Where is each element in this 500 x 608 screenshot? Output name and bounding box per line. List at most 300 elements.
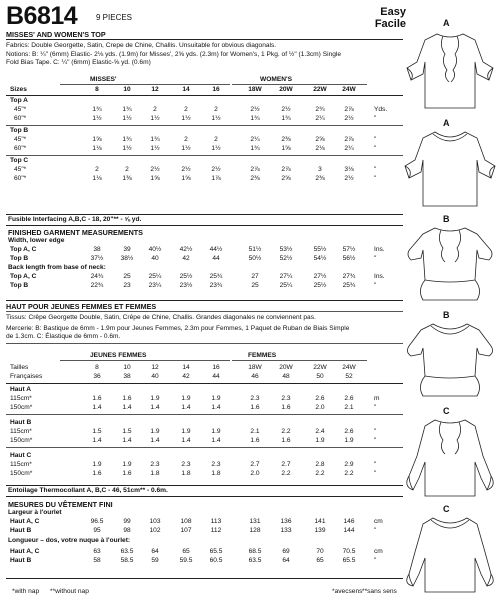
taille-cell: 10 — [123, 364, 131, 371]
metrage-row-cell: 1.4 — [150, 437, 160, 444]
width-row-cell: 54½ — [313, 255, 327, 262]
sans-sens-note: **sans sens — [362, 588, 397, 595]
largeur-row-cell: 136 — [280, 518, 292, 525]
longueur-row-cell: 63.5 — [248, 557, 262, 564]
metrage-row-cell: 1.4 — [150, 404, 160, 411]
width-row-cell: 52½ — [279, 255, 293, 262]
metrage-row-cell: 1.6 — [281, 404, 291, 411]
view-c-round-sketch — [403, 504, 497, 598]
largeur-row-unit: cm — [374, 518, 383, 525]
yardage-row-cell: 1½ — [150, 145, 160, 152]
metrage-row-cell: 1.6 — [92, 395, 102, 402]
longueur-label: Longueur – dos, votre nuque à l'ourlet: — [8, 537, 131, 544]
size-cell: 22W — [313, 86, 327, 93]
yardage-row-cell: 2⅛ — [315, 145, 325, 152]
metrage-row-unit: " — [374, 461, 377, 468]
yardage-row-cell: 2 — [125, 166, 129, 173]
francaises-label: Françaises — [10, 373, 43, 380]
yardage-row-cell: 1⅝ — [181, 175, 191, 182]
width-row-cell: 38 — [93, 246, 101, 253]
size-cell: 20W — [279, 86, 293, 93]
womens-label: WOMEN'S — [260, 76, 292, 83]
yardage-row-cell: 1⅝ — [92, 136, 102, 143]
tailles-label: Tailles — [10, 364, 29, 371]
yardage-view-label: Top A — [10, 97, 28, 104]
metrage-row-cell: 1.4 — [181, 404, 191, 411]
yardage-width-label: 60"* — [14, 145, 27, 152]
metrage-view-label: Haut C — [10, 452, 32, 459]
width-row-label: Top B — [10, 255, 29, 262]
back-row-cell: 24¾ — [90, 273, 104, 280]
largeur-row-cell: 141 — [314, 518, 326, 525]
metrage-row-cell: 2.2 — [281, 470, 291, 477]
pieces-count: 9 PIECES — [96, 13, 133, 22]
yardage-row-cell: 2⅜ — [281, 136, 291, 143]
longueur-row-cell: 65.5 — [209, 548, 223, 555]
yardage-width-label: 45"* — [14, 166, 27, 173]
back-row-cell: 23½ — [179, 282, 193, 289]
largeur-row-cell: 133 — [280, 527, 292, 534]
metrage-row-cell: 1.8 — [150, 470, 160, 477]
metrage-row-unit: m — [374, 395, 380, 402]
largeur-row-label: Haut A, C — [10, 518, 40, 525]
yardage-row-cell: 2½ — [211, 166, 221, 173]
without-nap-note: **without nap — [50, 588, 89, 595]
width-row-cell: 53½ — [279, 246, 293, 253]
yardage-row-cell: 2 — [214, 136, 218, 143]
yardage-row-cell: 2⅞ — [344, 106, 354, 113]
yardage-row-unit: " — [374, 136, 377, 143]
width-row-unit: " — [374, 255, 377, 262]
yardage-row-cell: 2⅞ — [250, 166, 260, 173]
metrage-row-cell: 2.3 — [281, 395, 291, 402]
metrage-row-cell: 1.6 — [250, 437, 260, 444]
metrage-divider — [6, 414, 403, 415]
size-cell: 12 — [151, 86, 159, 93]
metrage-row-cell: 2.8 — [315, 461, 325, 468]
yardage-row-cell: 2 — [184, 136, 188, 143]
largeur-row-cell: 128 — [249, 527, 261, 534]
metrage-width-label: 115cm* — [10, 428, 32, 435]
francaise-cell: 44 — [212, 373, 220, 380]
yardage-width-label: 60"* — [14, 115, 27, 122]
metrage-row-cell: 1.8 — [211, 470, 221, 477]
largeur-row-cell: 144 — [343, 527, 355, 534]
yardage-row-cell: 2½ — [250, 106, 260, 113]
sizes-label: Sizes — [10, 86, 27, 93]
top-b-round-icon — [403, 310, 497, 405]
longueur-row-cell: 69 — [282, 548, 290, 555]
metrage-row-cell: 1.4 — [211, 437, 221, 444]
fr-title: HAUT POUR JEUNES FEMMES ET FEMMES — [6, 302, 157, 311]
metrage-row-cell: 1.9 — [150, 395, 160, 402]
metrage-width-label: 150cm* — [10, 470, 33, 477]
with-nap-note: *with nap — [12, 588, 40, 595]
yardage-row-cell: 1¾ — [150, 136, 160, 143]
top-b-ruffle-icon — [403, 214, 497, 309]
size-cell: 14 — [182, 86, 190, 93]
metrage-row-cell: 2.6 — [344, 428, 354, 435]
metrage-row-cell: 1.9 — [211, 428, 221, 435]
yardage-divider — [6, 155, 403, 156]
size-cell: 18W — [248, 86, 262, 93]
fr-mercerie-rule — [6, 343, 403, 344]
longueur-row-unit: " — [374, 557, 377, 564]
back-row-cell: 25 — [123, 273, 131, 280]
back-row-cell: 25¾ — [209, 273, 223, 280]
back-row-cell: 23¾ — [209, 282, 223, 289]
back-row-cell: 23 — [123, 282, 131, 289]
width-row-label: Top A, C — [10, 246, 37, 253]
back-row-cell: 25¼ — [148, 273, 162, 280]
metrage-row-cell: 1.6 — [122, 395, 132, 402]
width-row-cell: 40½ — [148, 246, 162, 253]
metrage-row-cell: 2.3 — [211, 461, 221, 468]
jeunes-label: JEUNES FEMMES — [90, 352, 147, 359]
difficulty-label — [375, 6, 406, 30]
back-row-unit: " — [374, 282, 377, 289]
largeur-row-cell: 95 — [93, 527, 101, 534]
width-row-cell: 44½ — [209, 246, 223, 253]
view-a-front-sketch — [403, 18, 497, 116]
view-c-ruffle-sketch — [403, 406, 497, 502]
width-row-cell: 39 — [123, 246, 131, 253]
yardage-row-cell: 2 — [153, 106, 157, 113]
sizes-rule — [6, 95, 403, 96]
taille-cell: 18W — [248, 364, 262, 371]
yardage-row-cell: 2¼ — [315, 115, 325, 122]
taille-cell: 14 — [182, 364, 190, 371]
longueur-row-cell: 59.5 — [179, 557, 193, 564]
metrage-row-cell: 1.9 — [181, 428, 191, 435]
yardage-row-cell: 2⅜ — [250, 175, 260, 182]
pattern-number: B6814 — [6, 2, 78, 30]
metrage-row-unit: " — [374, 437, 377, 444]
largeur-row-unit: " — [374, 527, 377, 534]
difficulty-fr: Facile — [374, 18, 406, 30]
metrage-row-cell: 1.6 — [122, 470, 132, 477]
back-row-cell: 25¾ — [342, 282, 356, 289]
yardage-row-cell: 2¼ — [344, 145, 354, 152]
largeur-row-cell: 103 — [149, 518, 161, 525]
taille-cell: 8 — [95, 364, 99, 371]
mesures-title: MESURES DU VÊTEMENT FINI — [8, 500, 113, 509]
entoilage-rule — [6, 485, 403, 486]
width-row-cell: 40 — [151, 255, 159, 262]
largeur-row-cell: 146 — [343, 518, 355, 525]
top-a-alt-icon — [403, 118, 497, 213]
metrage-row-cell: 2.1 — [250, 428, 260, 435]
finished-title: FINISHED GARMENT MEASUREMENTS — [8, 228, 143, 237]
taille-cell: 20W — [279, 364, 293, 371]
fabrics-text: Fabrics: Double Georgette, Satin, Crepe de Chine, Challis. Unsuitable for obvious diagonals. — [6, 42, 277, 49]
misses-label: MISSES' — [90, 76, 117, 83]
figure-letter: A — [443, 118, 450, 128]
size-cell: 16 — [212, 86, 220, 93]
metrage-row-cell: 1.6 — [281, 437, 291, 444]
metrage-row-cell: 1.4 — [122, 437, 132, 444]
yardage-row-cell: 1½ — [122, 145, 132, 152]
yardage-row-cell: 2½ — [281, 106, 291, 113]
largeur-row-cell: 113 — [210, 518, 222, 525]
francaise-cell: 50 — [316, 373, 324, 380]
longueur-row-cell: 70 — [316, 548, 324, 555]
metrage-row-unit: " — [374, 404, 377, 411]
width-row-cell: 42 — [182, 255, 190, 262]
width-row-cell: 55½ — [313, 246, 327, 253]
metrage-row-cell: 1.9 — [122, 461, 132, 468]
longueur-row-label: Haut A, C — [10, 548, 40, 555]
size-cell: 24W — [342, 86, 356, 93]
taille-cell: 22W — [313, 364, 327, 371]
figure-letter: C — [443, 406, 450, 416]
largeur-row-cell: 107 — [180, 527, 192, 534]
yardage-row-cell: 3 — [318, 166, 322, 173]
metrage-row-cell: 1.9 — [211, 395, 221, 402]
top-c-ruffle-icon — [403, 406, 497, 502]
yardage-divider — [6, 125, 403, 126]
metrage-row-cell: 2.3 — [150, 461, 160, 468]
longueur-row-cell: 58.5 — [120, 557, 134, 564]
metrage-row-cell: 1.9 — [181, 395, 191, 402]
yardage-row-unit: " — [374, 175, 377, 182]
yardage-row-unit: " — [374, 166, 377, 173]
taille-cell: 24W — [342, 364, 356, 371]
longueur-row-cell: 63 — [93, 548, 101, 555]
entoilage-rule-bottom — [6, 496, 403, 497]
figure-letter: A — [443, 18, 450, 28]
width-row-cell: 51½ — [248, 246, 262, 253]
yardage-row-cell: 2 — [95, 166, 99, 173]
garment-illustrations — [403, 18, 497, 598]
taille-cell: 16 — [212, 364, 220, 371]
metrage-row-unit: " — [374, 428, 377, 435]
largeur-row-cell: 102 — [149, 527, 161, 534]
metrage-row-cell: 2.6 — [344, 395, 354, 402]
back-row-cell: 25¼ — [279, 282, 293, 289]
interfacing-text: Fusible Interfacing A,B,C - 18, 20"** - ⅝ yd. — [8, 216, 142, 223]
fr-tissus: Tissus: Crêpe Georgette Double, Satin, Crêpe de Chine, Challis. Grandes diagonales ne conviennent pas. — [6, 314, 316, 321]
yardage-row-cell: 1¾ — [250, 115, 260, 122]
metrage-row-unit: " — [374, 470, 377, 477]
metrage-row-cell: 1.4 — [92, 404, 102, 411]
largeur-row-cell: 131 — [249, 518, 261, 525]
metrage-row-cell: 2.7 — [281, 461, 291, 468]
yardage-row-cell: 2½ — [181, 166, 191, 173]
interfacing-rule — [6, 214, 403, 215]
metrage-row-cell: 1.9 — [315, 437, 325, 444]
francaise-cell: 36 — [93, 373, 101, 380]
longueur-row-unit: cm — [374, 548, 383, 555]
width-row-unit: Ins. — [374, 246, 385, 253]
largeur-row-cell: 96.5 — [90, 518, 104, 525]
womens-underline — [232, 84, 367, 85]
largeur-row-cell: 108 — [180, 518, 192, 525]
longueur-row-cell: 65 — [182, 548, 190, 555]
figure-letter: B — [443, 214, 450, 224]
metrage-row-cell: 1.5 — [92, 428, 102, 435]
entoilage-text: Entoilage Thermocollant A, B,C - 46, 51cm** - 0.6m. — [8, 487, 168, 494]
notions-line-2: Fold Bias Tape. C: ¼" (6mm) Elastic-⅝ yd. (0.6m) — [6, 59, 151, 66]
top-a-front-icon — [403, 18, 497, 116]
metrage-row-cell: 2.7 — [250, 461, 260, 468]
width-row-cell: 44 — [212, 255, 220, 262]
metrage-row-cell: 1.9 — [150, 428, 160, 435]
longueur-row-cell: 59 — [151, 557, 159, 564]
back-row-cell: 23¼ — [148, 282, 162, 289]
francaise-cell: 42 — [182, 373, 190, 380]
avecsens-note: *avecsens — [332, 588, 363, 595]
yardage-view-label: Top C — [10, 157, 29, 164]
metrage-row-cell: 1.9 — [344, 437, 354, 444]
back-row-cell: 27½ — [313, 273, 327, 280]
yardage-row-cell: 2½ — [344, 115, 354, 122]
back-row-cell: 25½ — [179, 273, 193, 280]
yardage-row-cell: 1½ — [181, 145, 191, 152]
metrage-row-cell: 2.0 — [315, 404, 325, 411]
longueur-row-cell: 60.5 — [209, 557, 223, 564]
fr-mercerie-2: de 1.3cm. C: Élastique de 6mm - 0.6m. — [6, 333, 121, 340]
francaise-cell: 38 — [123, 373, 131, 380]
fr-title-rule — [6, 311, 403, 312]
yardage-row-cell: 1¾ — [92, 106, 102, 113]
metrage-view-label: Haut A — [10, 386, 32, 393]
longueur-row-cell: 64 — [151, 548, 159, 555]
metrage-row-cell: 2.2 — [281, 428, 291, 435]
metrage-row-cell: 2.2 — [315, 470, 325, 477]
yardage-width-label: 60"* — [14, 175, 27, 182]
metrage-row-cell: 1.8 — [181, 470, 191, 477]
yardage-row-cell: 1⅞ — [211, 175, 221, 182]
size-cell: 10 — [123, 86, 131, 93]
interfacing-rule-bottom — [6, 225, 403, 226]
longueur-row-cell: 68.5 — [248, 548, 262, 555]
back-row-cell: 22¾ — [90, 282, 104, 289]
metrage-row-cell: 2.3 — [181, 461, 191, 468]
largeur-label: Largeur à l'ourlet — [8, 509, 62, 516]
metrage-row-cell: 1.6 — [250, 404, 260, 411]
taille-cell: 12 — [151, 364, 159, 371]
largeur-row-cell: 139 — [314, 527, 326, 534]
largeur-row-cell: 112 — [210, 527, 222, 534]
metrage-row-cell: 2.2 — [344, 470, 354, 477]
yardage-row-cell: 2⅞ — [344, 136, 354, 143]
francaise-cell: 46 — [251, 373, 259, 380]
yardage-row-cell: 1¾ — [281, 115, 291, 122]
yardage-row-cell: 1½ — [211, 115, 221, 122]
yardage-row-cell: 2⅝ — [281, 175, 291, 182]
view-b-round-sketch — [403, 310, 497, 405]
view-b-ruffle-sketch — [403, 214, 497, 309]
yardage-row-cell: 2¼ — [250, 136, 260, 143]
width-row-cell: 50½ — [248, 255, 262, 262]
yardage-width-label: 45"* — [14, 106, 27, 113]
metrage-width-label: 115cm* — [10, 461, 32, 468]
figure-letter: C — [443, 504, 450, 514]
yardage-row-cell: 2½ — [344, 175, 354, 182]
yardage-row-cell: 2 — [184, 106, 188, 113]
width-row-cell: 42½ — [179, 246, 193, 253]
yardage-row-cell: 2¾ — [315, 106, 325, 113]
back-row-label: Top B — [10, 282, 29, 289]
yardage-row-cell: 1½ — [92, 115, 102, 122]
longueur-row-cell: 58 — [93, 557, 101, 564]
yardage-row-cell: 2⅜ — [315, 175, 325, 182]
yardage-row-cell: 1½ — [211, 145, 221, 152]
back-length-label: Back length from base of neck: — [8, 264, 106, 271]
largeur-row-label: Haut B — [10, 527, 32, 534]
yardage-row-cell: 2⅞ — [281, 166, 291, 173]
back-row-label: Top A, C — [10, 273, 37, 280]
yardage-row-unit: " — [374, 145, 377, 152]
metrage-width-label: 150cm* — [10, 437, 33, 444]
metrage-row-cell: 1.4 — [181, 437, 191, 444]
femmes-label: FEMMES — [248, 352, 277, 359]
yardage-row-cell: 1¾ — [122, 136, 132, 143]
metrage-view-label: Haut B — [10, 419, 32, 426]
metrage-width-label: 150cm* — [10, 404, 33, 411]
back-row-cell: 27 — [251, 273, 259, 280]
top-c-round-icon — [403, 504, 497, 598]
view-a-alt-sketch — [403, 118, 497, 213]
metrage-row-cell: 1.6 — [92, 470, 102, 477]
longueur-row-cell: 63.5 — [120, 548, 134, 555]
yardage-row-unit: Yds. — [374, 106, 388, 113]
width-row-cell: 38½ — [120, 255, 134, 262]
tailles-rule — [6, 383, 403, 384]
yardage-row-unit: " — [374, 115, 377, 122]
largeur-row-cell: 99 — [123, 518, 131, 525]
yardage-row-cell: 2 — [214, 106, 218, 113]
width-row-cell: 56½ — [342, 255, 356, 262]
size-cell: 8 — [95, 86, 99, 93]
yardage-row-cell: 1⅛ — [92, 175, 102, 182]
longueur-row-cell: 65.5 — [342, 557, 356, 564]
metrage-row-cell: 1.5 — [122, 428, 132, 435]
header-rule — [6, 39, 403, 40]
yardage-row-cell: 1⅛ — [92, 145, 102, 152]
difficulty-en: Easy — [380, 6, 406, 18]
metrage-divider — [6, 447, 403, 448]
metrage-row-cell: 2.9 — [344, 461, 354, 468]
footer-rule — [6, 578, 403, 579]
yardage-row-cell: 1⅝ — [281, 145, 291, 152]
metrage-row-cell: 2.4 — [315, 428, 325, 435]
francaise-cell: 48 — [282, 373, 290, 380]
yardage-row-cell: 3⅛ — [344, 166, 354, 173]
yardage-row-cell: 2½ — [150, 166, 160, 173]
francaise-cell: 52 — [345, 373, 353, 380]
longueur-row-cell: 64 — [282, 557, 290, 564]
yardage-row-cell: 1¾ — [250, 145, 260, 152]
metrage-row-cell: 2.0 — [250, 470, 260, 477]
yardage-row-cell: 2⅝ — [315, 136, 325, 143]
longueur-row-cell: 65 — [316, 557, 324, 564]
notions-line-1: Notions: B: ¼" (6mm) Elastic- 2⅛ yds. (1.9m) for Misses', 2⅝ yds. (2.3m) for Women's, 1 Pkg. of ½" (1.3cm) Single — [6, 51, 342, 58]
metrage-row-cell: 1.4 — [122, 404, 132, 411]
metrage-row-cell: 2.3 — [250, 395, 260, 402]
width-label: Width, lower edge — [8, 237, 65, 244]
yardage-row-cell: 1⅝ — [150, 175, 160, 182]
misses-underline — [60, 84, 230, 85]
metrage-row-cell: 2.1 — [344, 404, 354, 411]
yardage-row-cell: 1¾ — [122, 106, 132, 113]
longueur-row-label: Haut B — [10, 557, 32, 564]
width-row-cell: 57½ — [342, 246, 356, 253]
metrage-row-cell: 1.4 — [211, 404, 221, 411]
metrage-row-cell: 1.4 — [92, 437, 102, 444]
back-row-unit: Ins. — [374, 273, 385, 280]
